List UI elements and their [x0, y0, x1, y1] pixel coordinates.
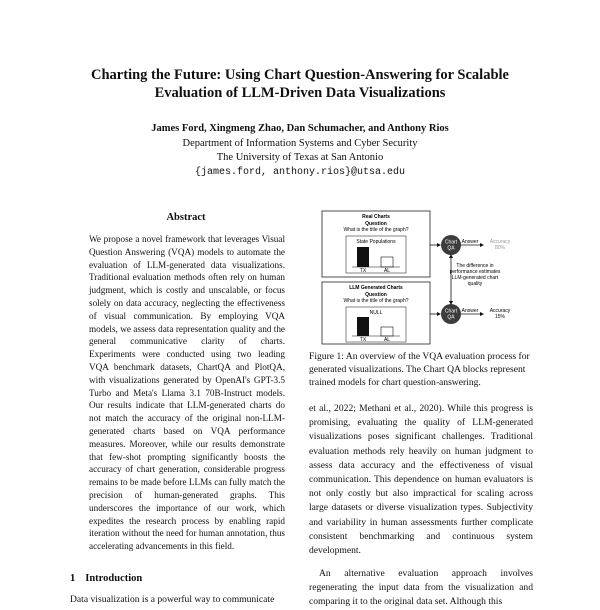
body-paragraph-1: et al., 2022; Methani et al., 2020). While this progress is promising, evaluating the quality of LLM-generated visualizations poses significant challenges. Traditional evaluation methods rely heavily on human judgment to assess data accuracy and the effectiveness of visual communication. This dependence on human evaluators is not only costly but also impractical for scaling across large datasets or diverse visualization types. Subjectivity and variability in human assessments further complicate consistent benchmarking and continuous system development. — [309, 403, 533, 557]
real-answer-label: Answer — [461, 239, 479, 245]
middle-note-line-3: LLM-generated chart — [451, 275, 499, 281]
paper-title: Charting the Future: Using Chart Question-Answering for Scalable Evaluation of LLM-Driven Data Visualizations — [91, 67, 509, 101]
middle-note-line-1: The difference in — [456, 263, 494, 269]
body-paragraph-2: An alternative evaluation approach involves regenerating the input data from the visualization and comparing it to the original data set. Although this — [309, 568, 533, 608]
real-answer-arrowhead — [480, 243, 484, 247]
real-accuracy-value: 80% — [494, 245, 506, 251]
llm-chart-qa-label-2: QA — [447, 314, 455, 321]
real-bar-al — [381, 257, 393, 267]
section-title: Introduction — [85, 573, 143, 584]
llm-bar-al — [381, 327, 393, 336]
llm-x-label-tx: TX — [359, 337, 367, 343]
figure-diagram — [310, 205, 528, 345]
llm-accuracy-label: Accuracy — [489, 308, 511, 314]
real-chart-title: State Populations — [356, 239, 396, 245]
section-heading — [70, 573, 290, 584]
figure-1 — [310, 205, 528, 345]
abstract-text: We propose a novel framework that leverages Visual Question Answering (VQA) models to automate the evaluation of LLM-generated data visualizations. Traditional evaluation methods often rely on human judgment, which is costly and unscalable, or focus solely on data accuracy, neglecting the effectiveness of visual communication. By employing VQA models, we assess data representation quality and the general communicative clarity of charts. Experiments were conducted using two leading VQA benchmark datasets, ChartQA and PlotQA, with visualizations generated by OpenAI's GPT-3.5 Turbo and Meta's Llama 3.1 70B-Instruct models. Our results indicate that LLM-generated charts do not match the accuracy of the original non-LLM-generated charts based on VQA performance measures. Moreover, while our results demonstrate that few-shot prompting significantly boosts the accuracy of chart generation, considerable progress remains to be made before LLMs can fully match the precision of human-generated graphs. This underscores the importance of our work, which expedites the research process by enabling rapid iteration without the need for human annotation, thus accelerating advancements in this field. — [89, 234, 285, 552]
real-question-label: Question — [365, 221, 387, 227]
llm-to-qa-arrowhead — [437, 312, 441, 316]
real-x-label-al: AL — [383, 268, 391, 274]
real-chart-qa-label-2: QA — [447, 245, 455, 252]
real-box-title: Real Charts — [362, 214, 390, 220]
intro-first-line: Data visualization is a powerful way to communicate — [70, 594, 275, 605]
real-to-qa-arrowhead — [437, 243, 441, 247]
author-block — [60, 122, 540, 180]
real-accuracy-label: Accuracy — [489, 239, 511, 245]
real-x-label-tx: TX — [359, 268, 367, 274]
llm-chart-title: NULL — [369, 310, 383, 316]
real-question: What is the title of the graph? — [343, 227, 409, 233]
llm-question: What is the title of the graph? — [343, 298, 409, 304]
section-number: 1 — [70, 573, 76, 584]
llm-x-label-al: AL — [383, 337, 391, 343]
abstract-heading: Abstract — [166, 212, 206, 223]
middle-note-line-2: performance estimates — [449, 269, 501, 275]
author-names: James Ford, Xingmeng Zhao, Dan Schumacher, and Anthony Rios — [151, 123, 449, 134]
author-email: {james.ford, anthony.rios}@utsa.edu — [194, 166, 406, 178]
real-bar-tx — [357, 247, 369, 267]
llm-answer-arrowhead — [480, 312, 484, 316]
llm-chart-qa-label-1: Chart — [444, 308, 458, 315]
llm-bar-tx — [357, 317, 369, 336]
llm-accuracy-value: 15% — [494, 314, 506, 320]
affiliation-university: The University of Texas at San Antonio — [216, 152, 384, 163]
llm-answer-label: Answer — [461, 308, 479, 314]
affiliation-department: Department of Information Systems and Cyber Security — [182, 137, 418, 149]
real-chart-qa-label-1: Chart — [444, 239, 458, 246]
llm-question-label: Question — [365, 292, 387, 298]
middle-note-line-4: quality — [467, 281, 483, 287]
llm-box-title: LLM Generated Charts — [349, 285, 403, 291]
figure-caption: Figure 1: An overview of the VQA evaluation process for generated visualizations. The Chart QA blocks represent trained models for chart question-answering. — [309, 351, 530, 388]
